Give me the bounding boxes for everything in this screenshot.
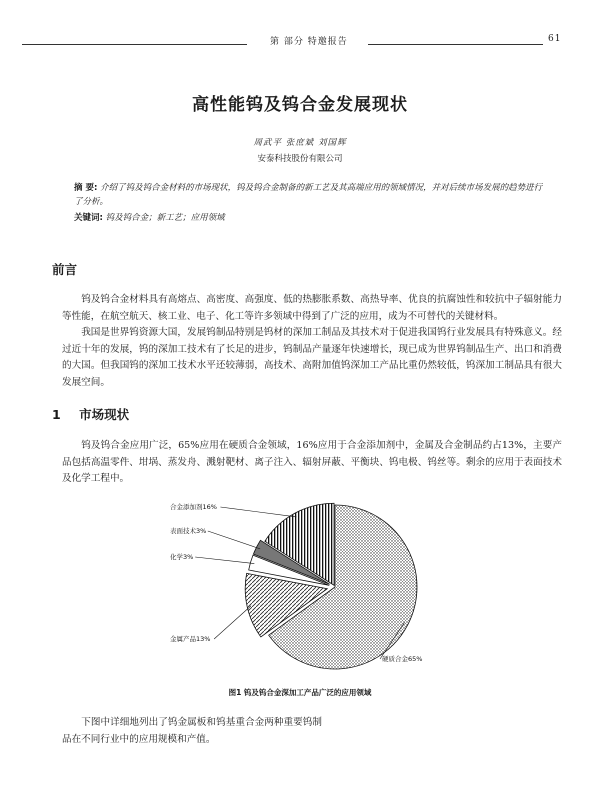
pie-leader-line [195, 557, 254, 564]
authors: 周武平 张庶斌 刘国辉 [253, 138, 347, 148]
abstract-label: 摘 要: [74, 183, 98, 193]
pie-slice-label: 化学3% [170, 553, 194, 561]
section-1-number: 1 [52, 407, 61, 422]
keywords [74, 211, 544, 223]
header-rule-right [368, 44, 543, 45]
section-1-heading [52, 405, 129, 423]
closing-body [62, 715, 322, 748]
keywords-label: 关键词: [74, 213, 103, 223]
header-rule-left [22, 44, 247, 45]
preface-heading: 前言 [52, 262, 78, 277]
figure-1-caption: 图1 钨及钨合金深加工产品广泛的应用领域 [228, 688, 372, 697]
abstract-text: 介绍了钨及钨合金材料的市场现状，钨及钨合金制备的新工艺及其高端应用的领域情况，并对后续市场发展的趋势进行了分析。 [74, 183, 543, 207]
section-1-title: 市场现状 [79, 407, 130, 422]
pie-leader-line [208, 531, 260, 549]
pie-slice-label: 金属产品13% [170, 635, 211, 643]
closing-paragraph: 下图中详细地列出了钨金属板和钨基重合金两种重要钨制品在不同行业中的应用规模和产值。 [62, 717, 322, 745]
affiliation: 安泰科技股份有限公司 [257, 154, 343, 164]
pie-leader-line [214, 606, 251, 639]
preface-body [62, 292, 562, 391]
running-head: 第 部分 特邀报告 [270, 37, 348, 47]
pie-leader-line [220, 507, 296, 517]
section-1-body [62, 438, 562, 488]
keywords-text: 钨及钨合金；新工艺；应用领域 [105, 213, 225, 223]
pie-slice-label: 硬质合金65% [382, 655, 423, 663]
article-title: 高性能钨及钨合金发展现状 [192, 95, 408, 115]
pie-slice-label: 表面技术3% [170, 527, 207, 535]
preface-paragraph-1: 钨及钨合金材料具有高熔点、高密度、高强度、低的热膨胀系数、高热导率、优良的抗腐蚀性和较抗中子辐射能力等性能，在航空航天、核工业、电子、化工等许多领域中得到了广泛的应用，成为不可替代的关键材料。 [62, 294, 562, 322]
pie-slice-label: 合金添加剂16% [170, 503, 217, 511]
section-1-paragraph: 钨及钨合金应用广泛，65%应用在硬质合金领域，16%应用于合金添加剂中，金属及合金制品约占13%，主要产品包括高温零件、坩埚、蒸发舟、溅射靶材、离子注入、辐射屏蔽、平衡块、钨电极、钨丝等。剩余的应用于表面技术及化学工程中。 [62, 440, 562, 484]
pie-chart [160, 495, 460, 675]
page-number: 61 [548, 34, 562, 44]
preface-paragraph-2: 我国是世界钨资源大国，发展钨制品特别是钨材的深加工制品及其技术对于促进我国钨行业发展具有特殊意义。经过近十年的发展，钨的深加工技术有了长足的进步，钨制品产量逐年快速增长，现已成为世界钨制品生产、出口和消费的大国。但我国钨的深加工技术水平还较薄弱，高技术、高附加值钨深加工产品比重仍然较低，钨深加工制品具有很大发展空间。 [62, 327, 562, 388]
abstract [74, 181, 544, 209]
